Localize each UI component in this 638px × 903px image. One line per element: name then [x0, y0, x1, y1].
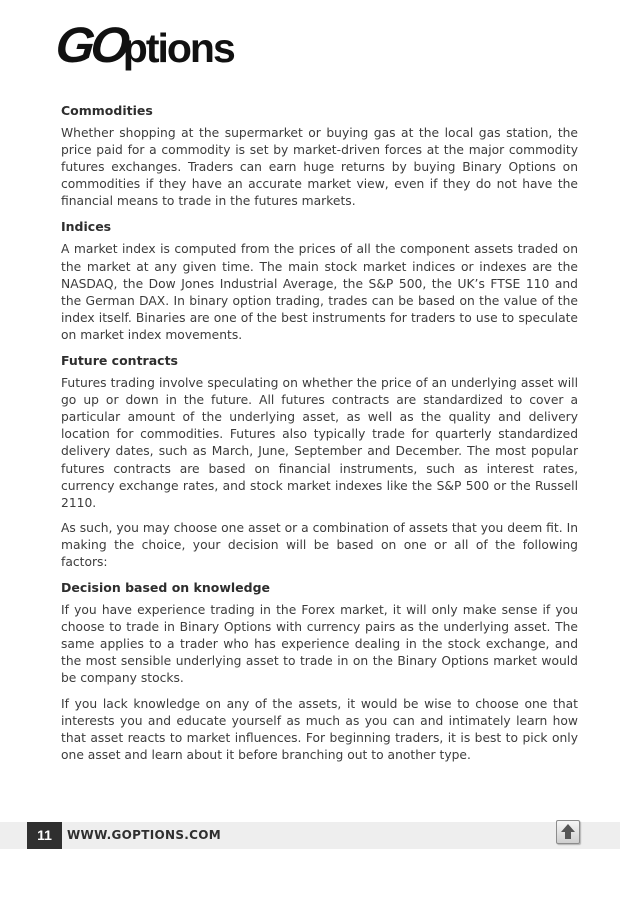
paragraph: If you have experience trading in the Forex market, it will only make sense if you choose to trade in Binary Options with currency pairs as the underlying asset. The same applies to a trader who has experience dealing in the stock exchange, and the most sensible underlying asset to trade in on the Binary Options market would be company stocks.	[61, 603, 578, 686]
section-heading: Future contracts	[61, 353, 178, 369]
paragraph: If you lack knowledge on any of the assets, it would be wise to choose one that interests you and educate yourself as much as you can and intimately learn how that asset reacts to market influences. For beginning traders, it is best to pick only one asset and learn about it before branching out to another type.	[61, 696, 578, 762]
arrow-up-icon	[560, 823, 576, 840]
section-indices	[61, 218, 578, 344]
paragraph: A market index is computed from the prices of all the component assets traded on the market at any given time. The main stock market indices or indexes are the NASDAQ, the Dow Jones Industrial Average, the S&P 500, the UK’s FTSE 110 and the German DAX. In binary option trading, trades can be based on the value of the index itself. Binaries are one of the best instruments for traders to use to speculate on market index movements.	[61, 242, 578, 342]
section-heading: Decision based on knowledge	[61, 580, 271, 596]
logo-rest: ptions	[122, 25, 234, 71]
section-commodities	[61, 102, 578, 210]
logo-go: GO	[53, 17, 129, 73]
back-to-top-button[interactable]	[556, 820, 580, 844]
article-content	[61, 102, 578, 772]
goptions-logo	[53, 16, 234, 73]
page-number: 11	[27, 822, 62, 849]
section-future-contracts	[61, 352, 578, 571]
website-link[interactable]: WWW.GOPTIONS.COM	[67, 828, 221, 842]
paragraph: Futures trading involve speculating on whether the price of an underlying asset will go up or down in the future. All futures contracts are standardized to cover a particular amount of the underlying asset, as well as the quality and delivery location for commodities. Futures also typically trade for quarterly standardized delivery dates, such as March, June, September and December. The most popular futures contracts are based on financial instruments, such as interest rates, currency exchange rates, and stock market indexes like the S&P 500 or the Russell 2110.	[61, 376, 578, 510]
section-decision-knowledge	[61, 579, 578, 764]
section-heading: Commodities	[61, 103, 153, 118]
section-heading: Indices	[61, 219, 112, 235]
paragraph: As such, you may choose one asset or a combination of assets that you deem fit. In making the choice, your decision will be based on one or all of the following factors:	[61, 520, 578, 569]
paragraph: Whether shopping at the supermarket or buying gas at the local gas station, the price paid for a commodity is set by market-driven forces at the major commodity futures exchanges. Traders can earn huge returns by buying Binary Options on commodities if they have an accurate market view, even if they do not have the financial means to trade in the futures markets.	[61, 126, 578, 209]
